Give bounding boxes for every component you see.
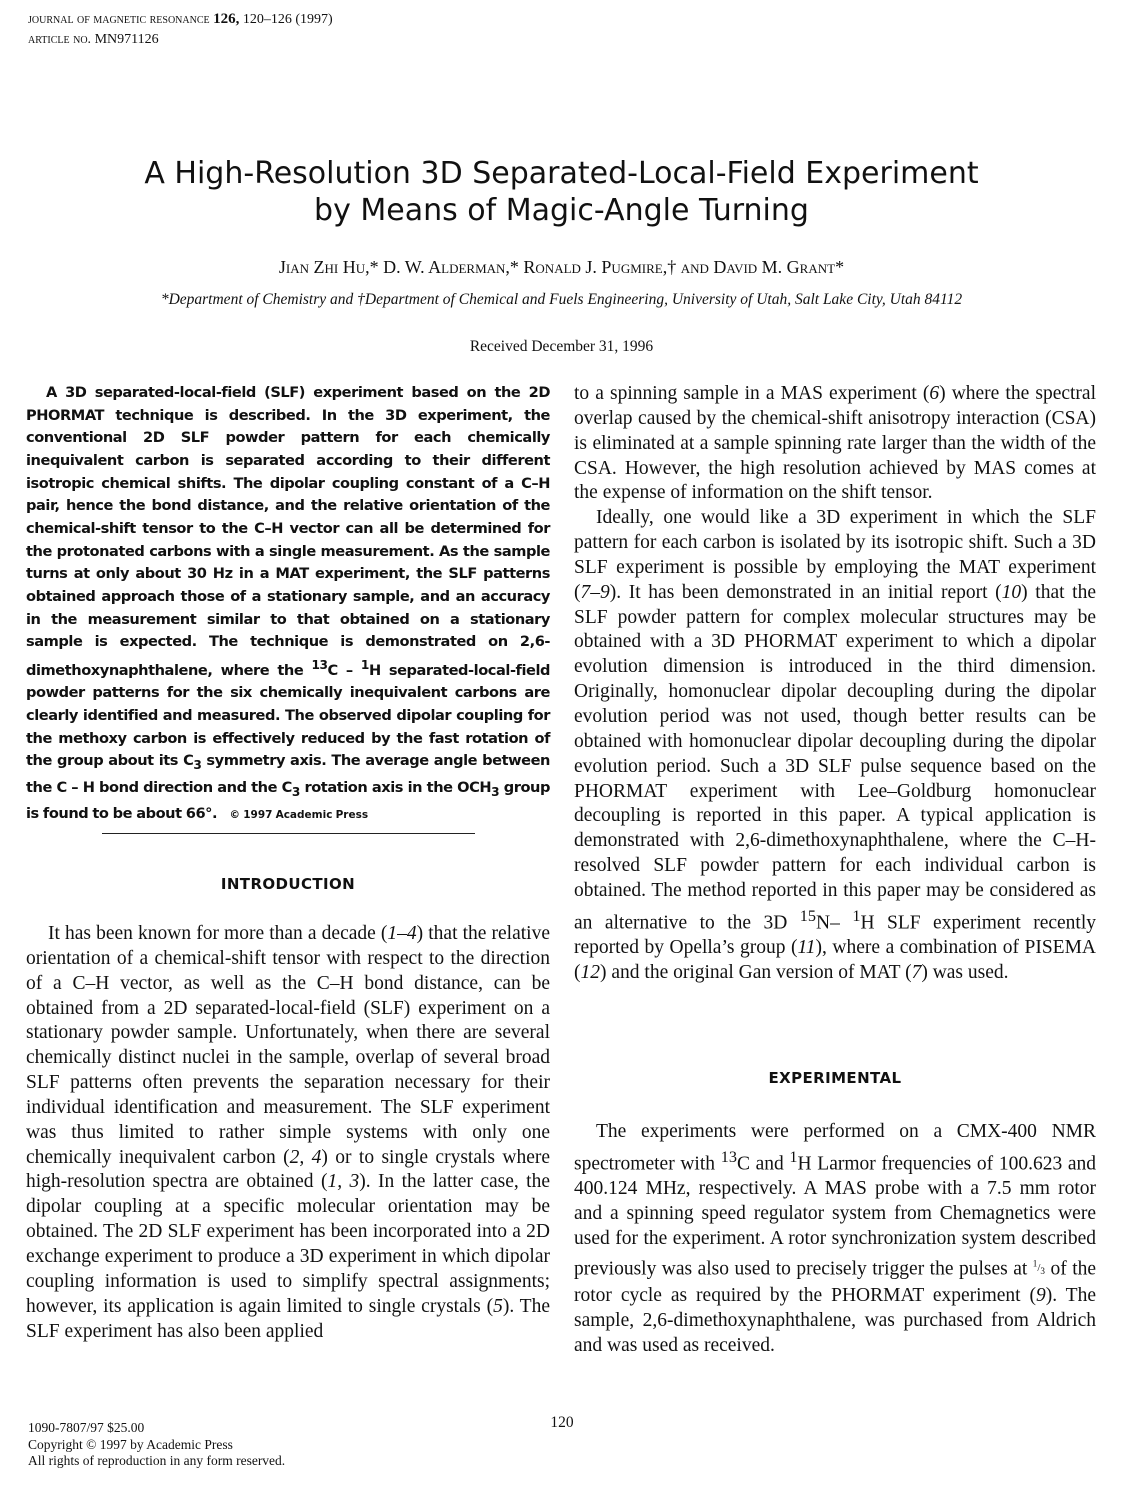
body-text: It has been known for more than a decade ( [48,923,388,944]
abstract-text: A 3D separated-local-field (SLF) experiment based on the 2D PHORMAT technique is described. In the 3D experiment, the conventional 2D SLF powder pattern for each chemically inequivalent carbon is separated according to their different isotropic chemical shifts. The dipolar coupling constant of a C–H pair, hence the bond distance, and the relative orientation of the chemical-shift tensor to the C–H vector can all be determined for the protonated carbons with a single measurement. As the sample turns at only about 30 Hz in a MAT experiment, the SLF patterns obtained approach those of a stationary sample, and an accuracy in the measurement similar to that obtained on a stationary sample is expected. The technique is demonstrated on 2,6-dimethoxynaphthalene, where the [26,384,550,679]
reference: 7 [911,961,922,983]
page-number: 120 [550,1414,574,1431]
title-line-2: by Means of Magic-Angle Turning [314,193,809,228]
article-number: MN971126 [94,32,159,47]
reference: 1–4 [387,923,417,944]
reference: 10 [1001,581,1022,603]
body-text: ) that the SLF powder pattern for complex molecular structures may be obtained with a 3D PHORMAT experiment to which a dipolar evolution dimension is introduced in the third dimension. Originally, homonuclear dipolar decoupling during the dipolar evolution period was not used, though better results can be obtained with homonuclear dipolar decoupling during the dipolar evolution period. Such a 3D SLF pulse sequence based on the PHORMAT experiment with Lee–Goldburg homonuclear decoupling is reported in this paper. A typical application is demonstrated with 2,6-dimethoxynaphthalene, where the C–H-resolved SLF powder pattern for each individual carbon is obtained. The method reported in this paper may be considered as an alternative to the 3D [574,581,1096,934]
affiliation: *Department of Chemistry and †Department of Chemical and Fuels Engineering, University of Utah, Salt Lake City, Utah 84112 [160,291,963,308]
reference: 5 [493,1295,503,1317]
abstract-copyright: © 1997 Academic Press [229,809,369,822]
abstract-text: group is found to be about 66°. [26,778,550,823]
body-text: to a spinning sample in a MAS experiment ( [574,383,930,404]
reference: 1, 3 [327,1171,360,1193]
body-text: ). It has been demonstrated in an initial report ( [609,581,1002,603]
body-text: ) was used. [921,961,1009,983]
fraction-numerator: 1 [1032,1258,1038,1269]
superscript: 15 [799,906,817,925]
fraction-denominator: 3 [1040,1266,1045,1277]
abstract-text: rotation axis in the OCH [304,778,492,796]
article-number-line [28,30,159,49]
body-text: H Larmor frequencies of 100.623 and 400.124 MHz, respectively. A MAS probe with a 7.5 mm rotor and a spinning speed regulator system from Chemagnetics were used for the experiment. A rotor synchronization system described previously was also used to precisely trigger the pulses at [574,1153,1097,1280]
subscript: 3 [193,758,202,773]
issn-price: 1090-7807/97 $25.00 [28,1420,145,1435]
body-text: C and [736,1153,784,1175]
superscript: 1 [852,906,861,925]
abstract-text: symmetry axis. The average angle between the C – H bond direction and the C [26,752,550,796]
body-text: ) or to single crystals where high-resolution spectra are obtained ( [26,1146,551,1193]
body-text: ). The SLF experiment has also been applied [26,1295,550,1342]
subscript: 3 [491,784,500,799]
abstract-divider [102,833,475,834]
footer-copyright [28,1420,285,1470]
journal-pages-year: 120–126 (1997) [242,12,333,27]
section-heading-introduction: INTRODUCTION [220,875,356,893]
subscript: 3 [291,784,300,799]
body-text: of the rotor cycle as required by the PHORMAT experiment ( [574,1258,1097,1307]
body-text: ). In the latter case, the dipolar coupling at a specific molecular orientation may be obtained. The 2D SLF experiment has been incorporated into a 2D exchange experiment to produce a 3D experiment in which dipolar coupling information is used to simplify spectral assignments; however, its application is again limited to single crystals ( [26,1171,550,1317]
journal-volume: 126, [213,11,240,27]
paragraph [574,382,1096,506]
rights-line: All rights of reproduction in any form reserved. [28,1453,286,1468]
superscript: 1 [789,1147,798,1166]
article-label: article no. [28,32,92,47]
superscript: 13 [720,1147,737,1166]
author-list: Jian Zhi Hu,* D. W. Alderman,* Ronald J. Pugmire,† and David M. Grant* [278,257,845,277]
reference: 9 [1035,1285,1046,1307]
introduction-paragraph [26,922,550,1344]
abstract-text: C – [327,661,353,679]
superscript: 1 [360,657,369,672]
reference: 12 [580,961,600,983]
body-text: ) and the original Gan version of MAT ( [600,961,912,983]
reference: 2, 4 [289,1146,322,1168]
body-text: ) where the spectral overlap caused by the chemical-shift anisotropy interaction (CSA) is eliminated at a sample spinning rate larger than the width of the CSA. However, the high resolution achieved by MAS comes at the expense of information on the shift tensor. [574,383,1096,504]
abstract-text: H separated-local-field powder patterns for the six chemically inequivalent carbons are clearly identified and measured. The observed dipolar coupling for the methoxy carbon is effectively reduced by the fast rotation of the group about its C [26,661,550,770]
superscript: 13 [311,657,328,672]
fraction-one-third: $^1/_3$ [1032,1258,1045,1277]
experimental-paragraph [574,1120,1096,1359]
received-date: Received December 31, 1996 [469,338,654,355]
section-heading-experimental: EXPERIMENTAL [768,1069,902,1087]
body-text: ). The sample, 2,6-dimethoxynaphthalene, was purchased from Aldrich and was used as received. [574,1285,1096,1357]
paragraph [574,506,1096,986]
body-text: ), where a combination of PISEMA ( [574,937,1096,983]
copyright-line: Copyright © 1997 by Academic Press [28,1436,233,1452]
right-column-text [574,382,1096,986]
abstract [26,382,550,827]
body-text: Ideally, one would like a 3D experiment in which the SLF pattern for each carbon is isolated by its isotropic shift. Such a 3D SLF experiment is possible by employing the MAT experiment ( [574,507,1096,603]
journal-citation [28,10,333,29]
reference: 6 [929,383,940,404]
journal-name: journal of magnetic resonance [28,12,210,27]
title-line-1: A High-Resolution 3D Separated-Local-Field Experiment [144,156,979,191]
reference: 11 [797,937,816,959]
body-text: H SLF experiment recently reported by Opella’s group ( [574,912,1096,959]
body-text: N– [816,912,840,934]
body-text: ) that the relative orientation of a chemical-shift tensor with respect to the direction of a C–H vector, as well as the C–H bond distance, can be obtained from a 2D separated-local-field (SLF) experiment on a stationary powder sample. Unfortunately, when there are several chemically distinct nuclei in the sample, overlap of several broad SLF patterns often prevents the separation necessary for their individual identification and measurement. The SLF experiment was thus limited to rather simple systems with only one chemically inequivalent carbon ( [26,923,550,1168]
reference: 7–9 [580,581,610,603]
body-text: The experiments were performed on a CMX-400 NMR spectrometer with [574,1121,1096,1175]
paper-title [60,155,1063,229]
